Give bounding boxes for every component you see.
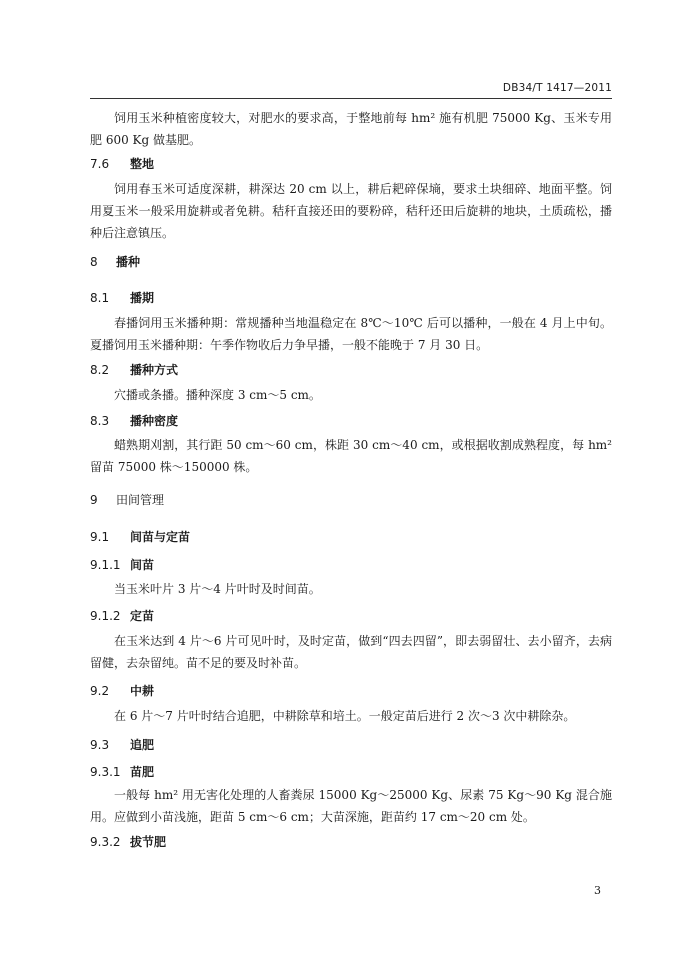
section-number: 7.6 bbox=[90, 157, 110, 171]
section-number: 9.1.2 bbox=[90, 609, 121, 623]
section-title: 播期 bbox=[130, 291, 155, 305]
section-number: 9.1.1 bbox=[90, 558, 121, 572]
paragraph-9-2: 在 6 片～7 片叶时结合追肥，中耕除草和培土。一般定苗后进行 2 次～3 次中耕除杂。 bbox=[114, 709, 576, 723]
heading-9-3-2 bbox=[90, 834, 166, 850]
section-title: 苗肥 bbox=[130, 765, 155, 779]
paragraph-7-6: 饲用春玉米可适度深耕，耕深达 20 cm 以上，耕后耙碎保墒，要求土块细碎、地面平整。饲用夏玉米一般采用旋耕或者免耕。秸秆直接还田的要粉碎，秸秆还田后旋耕的地块，土质疏松，播种后注意镇压。 bbox=[90, 182, 612, 240]
section-number: 8.3 bbox=[90, 414, 110, 428]
heading-9-1-2 bbox=[90, 608, 154, 624]
section-number: 9 bbox=[90, 493, 98, 507]
section-number: 9.3.1 bbox=[90, 765, 121, 779]
section-title: 定苗 bbox=[130, 609, 155, 623]
section-number: 9.3 bbox=[90, 738, 110, 752]
heading-8-2 bbox=[90, 362, 178, 378]
paragraph-9-1-1: 当玉米叶片 3 片～4 片叶时及时间苗。 bbox=[114, 582, 321, 596]
page-number: 3 bbox=[594, 884, 601, 897]
heading-9-3-1 bbox=[90, 764, 154, 780]
section-number: 9.2 bbox=[90, 684, 110, 698]
section-title: 间苗 bbox=[130, 558, 155, 572]
section-title: 追肥 bbox=[130, 738, 155, 752]
paragraph-8-3: 蜡熟期刈割，其行距 50 cm～60 cm，株距 30 cm～40 cm，或根据收割成熟程度，每 hm² 留苗 75000 株～150000 株。 bbox=[90, 438, 612, 474]
section-title: 播种 bbox=[116, 255, 141, 269]
section-title: 中耕 bbox=[130, 684, 155, 698]
section-title: 间苗与定苗 bbox=[130, 530, 191, 544]
section-number: 9.1 bbox=[90, 530, 110, 544]
heading-9-1 bbox=[90, 529, 190, 545]
heading-9 bbox=[90, 492, 164, 508]
heading-8-3 bbox=[90, 413, 178, 429]
heading-9-3 bbox=[90, 737, 154, 753]
section-title: 整地 bbox=[130, 157, 155, 171]
paragraph-9-3-1: 一般每 hm² 用无害化处理的人畜粪尿 15000 Kg～25000 Kg、尿素 75 Kg～90 Kg 混合施用。应做到小苗浅施，距苗 5 cm～6 cm；大苗深施，距苗约 17 cm～20 cm 处。 bbox=[90, 788, 612, 824]
section-number: 8.2 bbox=[90, 363, 110, 377]
heading-8-1 bbox=[90, 290, 154, 306]
heading-9-1-1 bbox=[90, 557, 154, 573]
heading-8 bbox=[90, 254, 140, 270]
paragraph-9-1-2: 在玉米达到 4 片～6 片可见叶时，及时定苗，做到“四去四留”，即去弱留壮、去小留齐，去病留健，去杂留纯。苗不足的要及时补苗。 bbox=[90, 634, 612, 670]
section-number: 8 bbox=[90, 255, 98, 269]
section-number: 8.1 bbox=[90, 291, 110, 305]
document-id-header: DB34/T 1417—2011 bbox=[502, 82, 612, 94]
heading-9-2 bbox=[90, 683, 154, 699]
section-title: 田间管理 bbox=[116, 493, 165, 507]
paragraph-base-fertilizer: 饲用玉米种植密度较大，对肥水的要求高，于整地前每 hm² 施有机肥 75000 Kg、玉米专用肥 600 Kg 做基肥。 bbox=[90, 111, 612, 147]
header-rule bbox=[90, 98, 612, 99]
section-title: 拔节肥 bbox=[130, 835, 167, 849]
paragraph-8-2: 穴播或条播。播种深度 3 cm～5 cm。 bbox=[114, 388, 321, 402]
heading-7-6 bbox=[90, 156, 154, 172]
section-number: 9.3.2 bbox=[90, 835, 121, 849]
section-title: 播种密度 bbox=[130, 414, 179, 428]
section-title: 播种方式 bbox=[130, 363, 179, 377]
paragraph-8-1: 春播饲用玉米播种期：常规播种当地温稳定在 8℃～10℃ 后可以播种，一般在 4 月上中旬。夏播饲用玉米播种期：午季作物收后力争早播，一般不能晚于 7 月 30 日。 bbox=[90, 316, 612, 352]
